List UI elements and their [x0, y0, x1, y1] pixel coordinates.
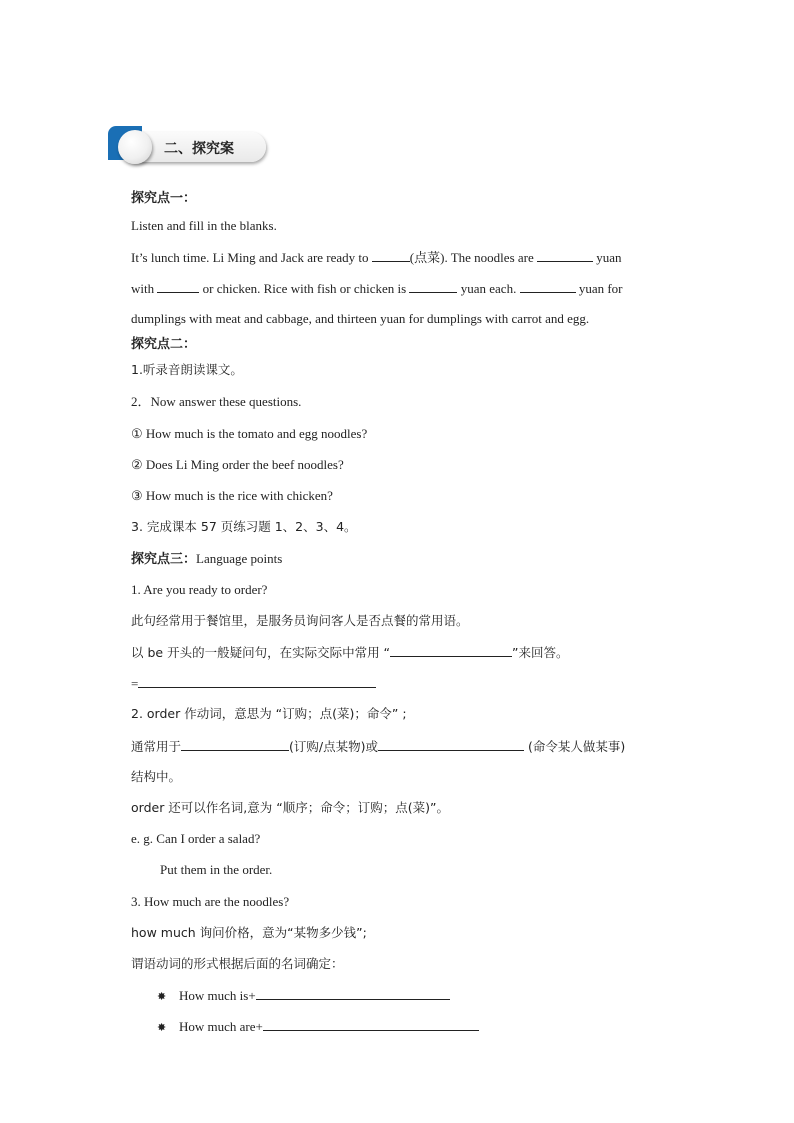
point2-item3: 3. 完成课本 57 页练习题 1、2、3、4。: [131, 519, 357, 534]
section3-title: 3. How much are the noodles?: [131, 894, 290, 909]
line-text: 以 be 开头的一般疑问句，在实际交际中常用 “: [131, 645, 391, 660]
point3-heading: 探究点三：: [131, 552, 197, 567]
point2-item1: 1.听录音朗读课文。: [131, 362, 243, 377]
section2-line2: 结构中。: [131, 769, 182, 784]
line-text: ”来回答。: [512, 645, 569, 660]
point2-question3: ③ How much is the rice with chicken?: [131, 488, 333, 503]
fill-blank[interactable]: [372, 248, 410, 262]
point2-question1: ① How much is the tomato and egg noodles?: [131, 426, 368, 441]
point3-heading-suffix: Language points: [196, 551, 283, 566]
section3-line2: 谓语动词的形式根据后面的名词确定：: [131, 956, 344, 971]
fill-blank[interactable]: [378, 737, 524, 751]
section1-line1: 此句经常用于餐馆里，是服务员询问客人是否点餐的常用语。: [131, 613, 469, 628]
section-title: 二、探究案: [164, 141, 234, 157]
fill-blank[interactable]: [537, 248, 593, 262]
bullet-text: How much are+: [179, 1019, 263, 1034]
passage-text: yuan each.: [457, 281, 520, 296]
bullet-star-icon: ✸: [157, 1022, 167, 1034]
point1-passage-line1: [131, 248, 622, 267]
point1-instruction: Listen and fill in the blanks.: [131, 218, 277, 233]
section1-title: 1. Are you ready to order?: [131, 582, 268, 597]
fill-blank[interactable]: [181, 737, 289, 751]
fill-blank[interactable]: [157, 279, 199, 293]
fill-blank[interactable]: [520, 279, 576, 293]
fill-blank[interactable]: [138, 674, 376, 688]
passage-text: (点菜). The noodles are: [409, 250, 537, 265]
point1-heading: 探究点一：: [131, 191, 197, 206]
passage-text: or chicken. Rice with fish or chicken is: [199, 281, 410, 296]
passage-text: with: [131, 281, 158, 296]
passage-text: yuan: [593, 250, 622, 265]
point2-question2: ② Does Li Ming order the beef noodles?: [131, 457, 344, 472]
line-text: (订购/点某物)或: [289, 739, 378, 754]
point2-item2: 2．Now answer these questions.: [131, 394, 302, 409]
bullet-text: How much is+: [179, 988, 256, 1003]
fill-blank[interactable]: [390, 643, 512, 657]
section2-line1: [131, 737, 625, 756]
section-header: [108, 126, 268, 166]
passage-text: yuan for: [575, 281, 623, 296]
line-text: (命令某人做某事): [523, 739, 626, 754]
line-text: 通常用于: [131, 739, 182, 754]
fill-blank[interactable]: [256, 986, 450, 1000]
point2-heading: 探究点二：: [131, 337, 197, 352]
point3-heading-row: [131, 550, 282, 569]
bullet-star-icon: ✸: [157, 991, 167, 1003]
section2-example1: e. g. Can I order a salad?: [131, 831, 261, 846]
section2-line3: order 还可以作名词,意为 “顺序；命令；订购；点(菜)”。: [131, 800, 449, 815]
section1-line3: [131, 674, 376, 693]
fill-blank[interactable]: [409, 279, 457, 293]
point1-passage-line3: dumplings with meat and cabbage, and thirteen yuan for dumplings with carrot and egg.: [131, 311, 590, 326]
section2-example2: Put them in the order.: [160, 862, 273, 877]
section3-bullet1: [157, 986, 450, 1006]
section3-bullet2: [157, 1017, 479, 1037]
point1-passage-line2: [131, 279, 623, 298]
line-text: =: [131, 676, 139, 691]
fill-blank[interactable]: [263, 1017, 479, 1031]
header-circle-icon: [118, 130, 152, 164]
section2-title: 2. order 作动词，意思为 “订购；点(菜)；命令” ;: [131, 706, 407, 721]
section1-line2: [131, 643, 569, 662]
section3-line1: how much 询问价格，意为“某物多少钱”;: [131, 925, 367, 940]
passage-text: It’s lunch time. Li Ming and Jack are ready to: [131, 250, 372, 265]
